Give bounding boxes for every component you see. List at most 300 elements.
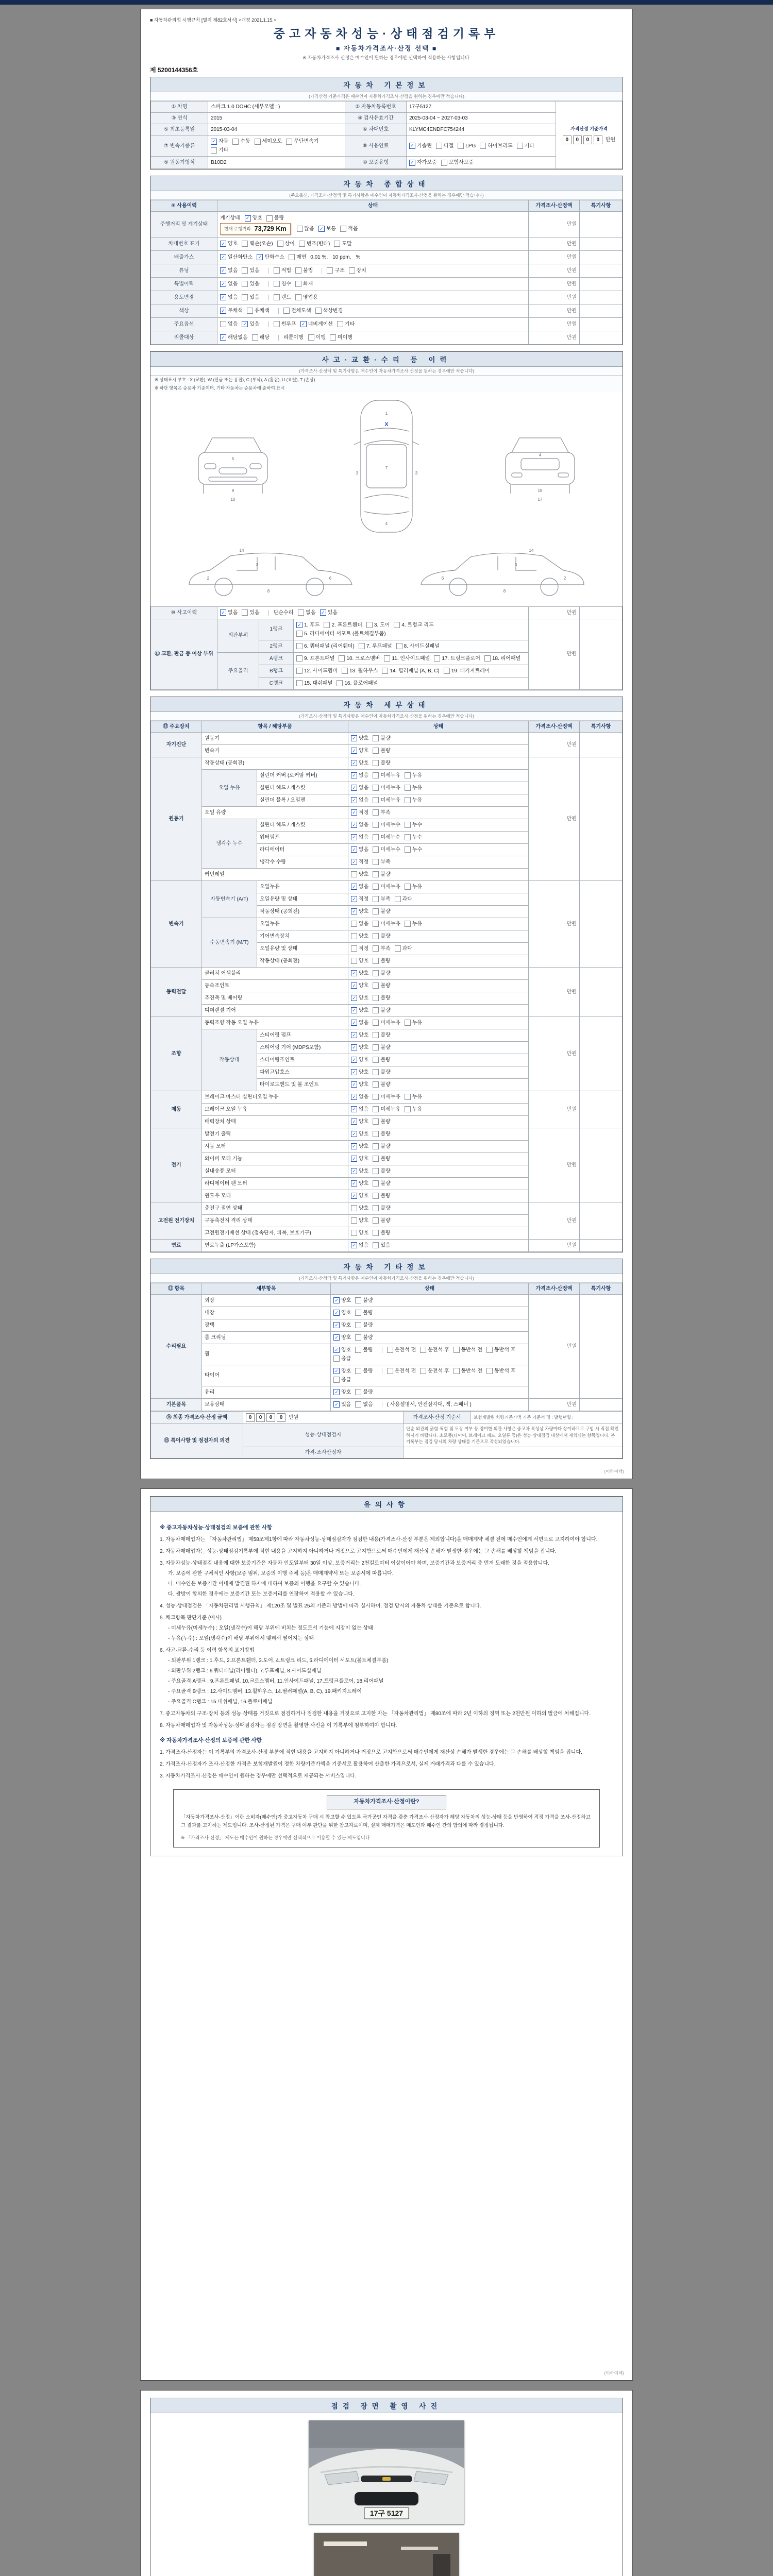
checkbox-box (387, 1368, 393, 1374)
checkbox-box (405, 921, 411, 927)
checkbox-option (245, 214, 262, 222)
price-info-box (173, 1789, 600, 1848)
item-state (348, 893, 529, 905)
checkbox-label: 양호 (359, 1131, 369, 1137)
price-digit: 0 (594, 135, 602, 144)
checkbox-box: ✓ (351, 1156, 357, 1162)
price-cell: 만원 (529, 1016, 580, 1091)
checkbox-label: 세미오토 (262, 139, 282, 144)
price-cell: 만원 (529, 732, 580, 757)
checkbox-label: 6. 쿼터패널 (리어휀더) (304, 643, 355, 649)
checkbox-label: 운전석 후 (428, 1347, 449, 1353)
checkbox-option (220, 253, 253, 261)
checkbox-box: ✓ (351, 772, 357, 778)
remark-cell (580, 291, 623, 304)
checkbox-box (274, 321, 280, 327)
item-state (348, 942, 529, 955)
checkbox-box: ✓ (351, 1180, 357, 1187)
checkbox-label: 양호 (359, 1230, 369, 1236)
row-label: 주행거리 및 계기상태 (151, 212, 217, 238)
checkbox-option (351, 1056, 368, 1064)
checkbox-label: 양호 (359, 760, 369, 766)
item-name: 변속기 (202, 744, 348, 757)
checkbox-label: 양호 (359, 982, 369, 989)
checkbox-label: 없음 (359, 1242, 369, 1248)
divider (268, 268, 269, 274)
checkbox-option (351, 1143, 368, 1150)
checkbox-box (517, 143, 523, 149)
checkbox-box (366, 622, 373, 628)
checkbox-label: 매연 (296, 254, 307, 260)
checkbox-option (300, 320, 333, 328)
item-name: 브레이크 오일 누유 (202, 1103, 348, 1115)
checkbox-label: 양호 (341, 1310, 351, 1316)
remark-cell (580, 331, 623, 344)
odometer-callout (220, 223, 291, 235)
checkbox-option (373, 747, 390, 755)
checkbox-box (283, 308, 290, 314)
checkbox-option (340, 225, 358, 233)
checkbox-box (295, 267, 301, 274)
item-state (348, 1140, 529, 1153)
svg-text:3: 3 (415, 470, 418, 476)
checkbox-box: ✓ (220, 241, 226, 247)
row-label: 색상 (151, 304, 217, 317)
checkbox-label: 탄화수소 (264, 254, 284, 260)
checkbox-option (252, 334, 270, 342)
checkbox-option (220, 307, 243, 315)
checkbox-option (405, 796, 422, 804)
item-name: 스티어링 기어 (MDPS포함) (257, 1041, 348, 1054)
checkbox-label: 11. 인사이드패널 (392, 655, 430, 662)
checkbox-box (274, 294, 280, 300)
rank-label: B랭크 (259, 665, 294, 677)
item-name: 실린더 헤드 / 개스킷 (257, 819, 348, 831)
svg-text:10: 10 (230, 497, 236, 502)
checkbox-box (333, 1377, 340, 1383)
checkbox-box (441, 160, 447, 166)
note-item: - 주요골격 C랭크 : 15.대쉬패널, 16.플로어패널 (168, 1699, 273, 1705)
checkbox-label: 양호 (341, 1347, 351, 1353)
item-state (348, 843, 529, 856)
checkbox-label: 썬루프 (281, 321, 296, 327)
note-item: - 주요골격 A랭크 : 9.프론트패널, 10.크로스멤버, 11.인사이드패널, 17.트렁크플로어, 18.리어패널 (168, 1678, 384, 1684)
remark-cell (580, 250, 623, 264)
check-group (274, 321, 359, 327)
checkbox-label: 없음 (359, 834, 369, 840)
check-group (220, 335, 274, 341)
remark-cell (580, 264, 623, 277)
checkbox-box (480, 143, 486, 149)
inline-text: 리콜이행 (283, 334, 304, 341)
checkbox-label: 변조(변타) (306, 241, 330, 247)
remark-cell (580, 317, 623, 331)
checkbox-label: 부족 (380, 809, 391, 816)
item-name: 타이로드엔드 및 볼 조인트 (257, 1078, 348, 1091)
item-state (348, 1041, 529, 1054)
column-header: 항목 / 해당부품 (202, 721, 348, 732)
note-item: 2. 자동차매매업자는 성능·상태점검기록부에 적힌 내용을 고지하지 아니하거나 거짓으로 고지함으로써 매수인에게 재산상 손해가 발생한 경우에는 그 손해를 배상할 책임을 집니다. (160, 1548, 557, 1554)
checkbox-label: 없음 (228, 267, 238, 274)
checkbox-option (342, 667, 378, 675)
checkbox-label: 불량 (363, 1322, 373, 1328)
svg-text:3: 3 (256, 562, 259, 567)
item-state (348, 880, 529, 893)
checkbox-label: 없음 (359, 1020, 369, 1026)
checkbox-box: ✓ (300, 321, 307, 327)
price-cell: 만원 (529, 619, 580, 689)
checkbox-label: 수동 (240, 139, 250, 144)
checkbox-label: 불량 (363, 1368, 373, 1374)
checkbox-box (296, 655, 303, 662)
checkbox-box: ✓ (351, 1007, 357, 1013)
checkbox-label: 있음 (249, 609, 260, 616)
checkbox-option (296, 621, 320, 629)
checkbox-box: ✓ (333, 1347, 340, 1353)
checkbox-box: ✓ (333, 1334, 340, 1341)
column-header: 특기사항 (580, 200, 623, 212)
note-item: 1. 자동차매매업자는 「자동차관리법」 제58조제1항에 따라 자동차성능·상태점검자가 점검한 내용(가격조사·산정 부분은 제외합니다)을 매매계약 체결 전에 매수인에게 서면으로 고지하여야 합니다. (160, 1536, 598, 1543)
checkbox-label: 없음 (359, 1094, 369, 1100)
column-header: 세부항목 (202, 1283, 331, 1294)
page-2 (140, 1488, 633, 2381)
section-note-misc: (가격조사·산정액 및 특기사항은 매수인이 자동차가격조사·산정을 원하는 경우에만 적습니다) (150, 1274, 623, 1283)
checkbox-option (366, 621, 390, 629)
page-1 (140, 9, 633, 1479)
diagram-basis-legend: ※ 하단 항목은 승용차 기준이며, 기타 자동차는 승용차에 준하여 표시 (150, 384, 623, 392)
checkbox-box (351, 958, 357, 964)
checkbox-option (396, 642, 440, 650)
checkbox-option (373, 1019, 400, 1027)
car-diagram-row-bottom (154, 539, 619, 601)
checkbox-label: 미세누유 (380, 884, 400, 890)
checkbox-box (373, 958, 379, 964)
checkbox-box (373, 1180, 379, 1187)
checkbox-label: 미세누유 (380, 785, 400, 791)
price-basis-label: 가격조사·산정 기준서 (404, 1411, 471, 1423)
note-item: 다. 쌍방이 합의한 경우에는 보증기간 또는 보증거리를 연장하여 적용할 수 있습니다. (168, 1591, 355, 1597)
checkbox-box: ✓ (351, 859, 357, 865)
remark-cell (580, 619, 623, 689)
checkbox-option (333, 1297, 351, 1304)
checkbox-option (486, 1367, 515, 1375)
device-item-row (151, 757, 623, 769)
checkbox-box (373, 1242, 379, 1248)
item-state (348, 856, 529, 868)
remark-cell (580, 212, 623, 238)
checkbox-label: 양호 (228, 241, 238, 247)
checkbox-box (274, 281, 280, 287)
remark-cell (580, 1294, 623, 1398)
checkbox-label: 해당 (259, 334, 270, 341)
check-group (245, 215, 289, 221)
document (140, 9, 633, 2576)
checkbox-label: 미세누유 (380, 772, 400, 778)
checkbox-option (355, 1309, 373, 1317)
section-note-accident: (가격조사·산정액 및 특기사항은 매수인이 자동차가격조사·산정을 원하는 경우에만 적습니다) (150, 367, 623, 376)
checkbox-option (220, 280, 238, 288)
checkbox-label: 이행 (315, 334, 326, 341)
price-cell: 만원 (529, 757, 580, 880)
summary-row (151, 317, 623, 331)
checkbox-label: 양호 (341, 1322, 351, 1328)
checkbox-label: 유채색 (254, 308, 270, 314)
form-reference: ■ 자동차관리법 시행규칙 [별지 제82호서식] <개정 2021.1.15.> (150, 18, 276, 23)
page-1-footer: (이하여백) (604, 1469, 624, 1474)
device-item-row (151, 1202, 623, 1214)
checkbox-label: 양호 (359, 958, 369, 964)
checkbox-option (351, 1130, 368, 1138)
remark-cell (580, 606, 623, 619)
checkbox-box (373, 772, 379, 778)
checkbox-box (289, 254, 295, 260)
item-name: 내장 (202, 1307, 331, 1319)
item-name: 워터펌프 (257, 831, 348, 843)
price-cell: 만원 (529, 317, 580, 331)
checkbox-box (299, 241, 305, 247)
checkbox-option (355, 1321, 373, 1329)
item-state (348, 1078, 529, 1091)
item-state (348, 1190, 529, 1202)
final-price-value (243, 1411, 404, 1423)
checkbox-box (420, 1347, 426, 1353)
summary-row (151, 237, 623, 250)
row-state (217, 304, 529, 317)
checkbox-option (211, 138, 228, 145)
divider (268, 610, 269, 616)
note-item: 3. 자동차가격조사·산정은 매수인이 원하는 경우에만 선택적으로 제공되는 서비스입니다. (160, 1773, 357, 1779)
checkbox-box (351, 1230, 357, 1236)
checkbox-option (517, 142, 534, 150)
checkbox-box (266, 215, 273, 222)
checkbox-box (387, 1347, 393, 1353)
checkbox-option (257, 253, 284, 261)
checkbox-option (373, 1167, 390, 1175)
device-label: 전기 (151, 1128, 202, 1202)
checkbox-label: 양호 (359, 908, 369, 914)
price-cell: 만원 (529, 1398, 580, 1411)
column-header: 가격조사·산정액 (529, 200, 580, 212)
car-diagram-area (150, 392, 623, 606)
field-value: 2015-03-04 (208, 124, 345, 135)
checkbox-option (295, 280, 313, 288)
checkbox-option (295, 267, 313, 275)
checkbox-box (373, 1032, 379, 1038)
price-digit: 0 (563, 135, 572, 144)
checkbox-label: 19. 패키지트레이 (451, 668, 490, 674)
svg-text:4: 4 (539, 452, 542, 457)
note-item: 6. 사고·교환·수리 등 이력 항목의 표기방법 (160, 1647, 255, 1653)
checkbox-label: 불량 (380, 1193, 391, 1199)
car-diagram-rear-view (496, 428, 584, 505)
checkbox-label: 있음 (249, 321, 260, 327)
basic-info-row (151, 157, 623, 169)
hood-repair-mark: X (384, 421, 389, 428)
checkbox-box: ✓ (351, 748, 357, 754)
checkbox-option (351, 1044, 368, 1052)
checkbox-option (355, 1367, 373, 1375)
field-label: ④ 검사유효기간 (345, 113, 407, 124)
inspector-role: 가격·조사산정자 (243, 1447, 404, 1459)
checkbox-label: 7. 루프패널 (366, 643, 392, 649)
inline-text: ( 사용설명서, 안전삼각대, 잭, 스패너 ) (386, 1401, 472, 1408)
check-group (274, 281, 317, 287)
check-group (283, 308, 347, 314)
check-group (220, 610, 264, 616)
checkbox-label: 2. 프론트휀더 (331, 622, 362, 628)
checkbox-label: 8. 사이드실패널 (404, 643, 440, 649)
item-state (348, 1153, 529, 1165)
checkbox-box (242, 294, 248, 300)
field-value: 2015 (208, 113, 345, 124)
rank-label: C랭크 (259, 677, 294, 689)
checkbox-label: 미세누유 (380, 1106, 400, 1112)
inspection-photo-front (309, 2420, 464, 2524)
checkbox-box (405, 772, 411, 778)
checkbox-option (351, 982, 368, 990)
state-line (220, 320, 526, 329)
checkbox-option (296, 642, 355, 650)
checkbox-label: 양호 (359, 1118, 369, 1125)
section-note-summary: (주요옵션, 가격조사·산정액 및 특기사항은 매수인이 자동차가격조사·산정을 원하는 경우에만 적습니다) (150, 191, 623, 200)
inspector-opinion (404, 1447, 623, 1459)
checkbox-label: 불량 (380, 982, 391, 989)
checkbox-option (395, 945, 412, 953)
checkbox-option (274, 294, 291, 301)
checkbox-option (453, 1346, 482, 1354)
checkbox-box (373, 785, 379, 791)
item-name: 휠 (202, 1344, 331, 1365)
checkbox-box (373, 1156, 379, 1162)
checkbox-label: 네비게이션 (308, 321, 333, 327)
checkbox-box (339, 655, 345, 662)
checkbox-box: ✓ (220, 609, 226, 616)
accident-table (150, 606, 623, 690)
checkbox-box (420, 1368, 426, 1374)
checkbox-box (351, 945, 357, 952)
checkbox-box (337, 321, 343, 327)
accident-history-label: ⑩ 사고이력 (151, 606, 217, 619)
checkbox-option (405, 1019, 422, 1027)
rank-items (294, 652, 529, 665)
item-state (348, 1066, 529, 1078)
checkbox-option (220, 267, 238, 275)
basic-info-table (150, 101, 623, 169)
field-value: KLYMC4ENDFC754244 (407, 124, 556, 135)
checkbox-box (242, 267, 248, 274)
checkbox-option (274, 320, 296, 328)
checkbox-box (373, 933, 379, 939)
item-state (348, 1016, 529, 1029)
checkbox-option (351, 1019, 368, 1027)
checkbox-label: 양호 (359, 995, 369, 1001)
checkbox-option (351, 994, 368, 1002)
remark-cell (580, 880, 623, 967)
note-item: 1. 가격조사·산정자는 이 기록부의 가격조사·산정 부분에 적힌 내용을 고지하지 아니하거나 거짓으로 고지함으로써 매수인에게 재산상 손해가 발생한 경우에는 그 손해를 배상할 책임을 집니다. (160, 1749, 582, 1755)
checkbox-option (351, 1069, 368, 1076)
checkbox-box (298, 609, 304, 616)
checkbox-box (373, 1106, 379, 1112)
summary-row (151, 331, 623, 344)
remark-cell (580, 732, 623, 757)
state-line (220, 293, 526, 302)
odometer-value: 73,729 Km (254, 225, 287, 232)
checkbox-box (373, 871, 379, 877)
item-state (348, 1128, 529, 1140)
checkbox-label: 양호 (359, 1069, 369, 1075)
check-group (220, 241, 356, 247)
parts-label: ⑪ 교환, 판금 등 이상 부위 (151, 619, 217, 689)
item-state (331, 1319, 529, 1331)
checkbox-box (252, 334, 258, 341)
checkbox-box (453, 1368, 460, 1374)
checkbox-option (355, 1297, 373, 1304)
checkbox-option (334, 240, 351, 248)
price-cell: 만원 (529, 1294, 580, 1398)
svg-text:6: 6 (329, 575, 332, 581)
item-name: 라디에이터 팬 모터 (202, 1177, 348, 1190)
field-label: ② 자동차등록번호 (345, 101, 407, 113)
checkbox-box (330, 334, 336, 341)
device-label: 동력전달 (151, 967, 202, 1016)
item-name: 스티어링조인트 (257, 1054, 348, 1066)
checkbox-option (298, 609, 315, 617)
checkbox-label: 양호 (359, 735, 369, 741)
svg-text:8: 8 (267, 588, 270, 594)
checkbox-option (453, 1367, 482, 1375)
accident-table-container (150, 606, 623, 690)
item-name: 배력장치 상태 (202, 1115, 348, 1128)
state-line (220, 214, 526, 223)
svg-text:18: 18 (537, 488, 543, 493)
field-label: ① 차명 (151, 101, 208, 113)
checkbox-option (220, 240, 238, 248)
checkbox-option (295, 294, 318, 301)
checkbox-box (373, 982, 379, 989)
checkbox-box (405, 834, 411, 840)
item-state (348, 744, 529, 757)
checkbox-label: 양호 (359, 1143, 369, 1149)
checkbox-box (295, 281, 301, 287)
item-state (348, 1202, 529, 1214)
checkbox-box (349, 267, 355, 274)
checkbox-box (405, 797, 411, 803)
rank-label: A랭크 (259, 652, 294, 665)
checkbox-box: ✓ (296, 622, 303, 628)
svg-text:3: 3 (514, 562, 517, 567)
device-item-row (151, 880, 623, 893)
price-cell: 만원 (529, 1128, 580, 1202)
check-group (274, 295, 322, 300)
checkbox-option (405, 846, 422, 854)
checkbox-option (373, 858, 390, 866)
item-name: 추진축 및 베어링 (202, 992, 348, 1004)
checkbox-label: 불량 (380, 1230, 391, 1236)
checkbox-label: 양호 (359, 1032, 369, 1038)
item-name: 작동상태 (공회전) (257, 955, 348, 967)
checkbox-label: 불량 (380, 1057, 391, 1063)
checkbox-option (333, 1334, 351, 1342)
checkbox-label: 12. 사이드멤버 (304, 668, 338, 674)
item-state (348, 905, 529, 918)
checkbox-label: 누유 (412, 772, 423, 778)
price-cell: 만원 (529, 606, 580, 619)
final-price-container (150, 1411, 623, 1459)
checkbox-label: 누유 (412, 797, 423, 803)
accident-history-row (151, 606, 623, 619)
checkbox-option (349, 267, 366, 275)
field-label: ⑨ 원동기형식 (151, 157, 208, 169)
